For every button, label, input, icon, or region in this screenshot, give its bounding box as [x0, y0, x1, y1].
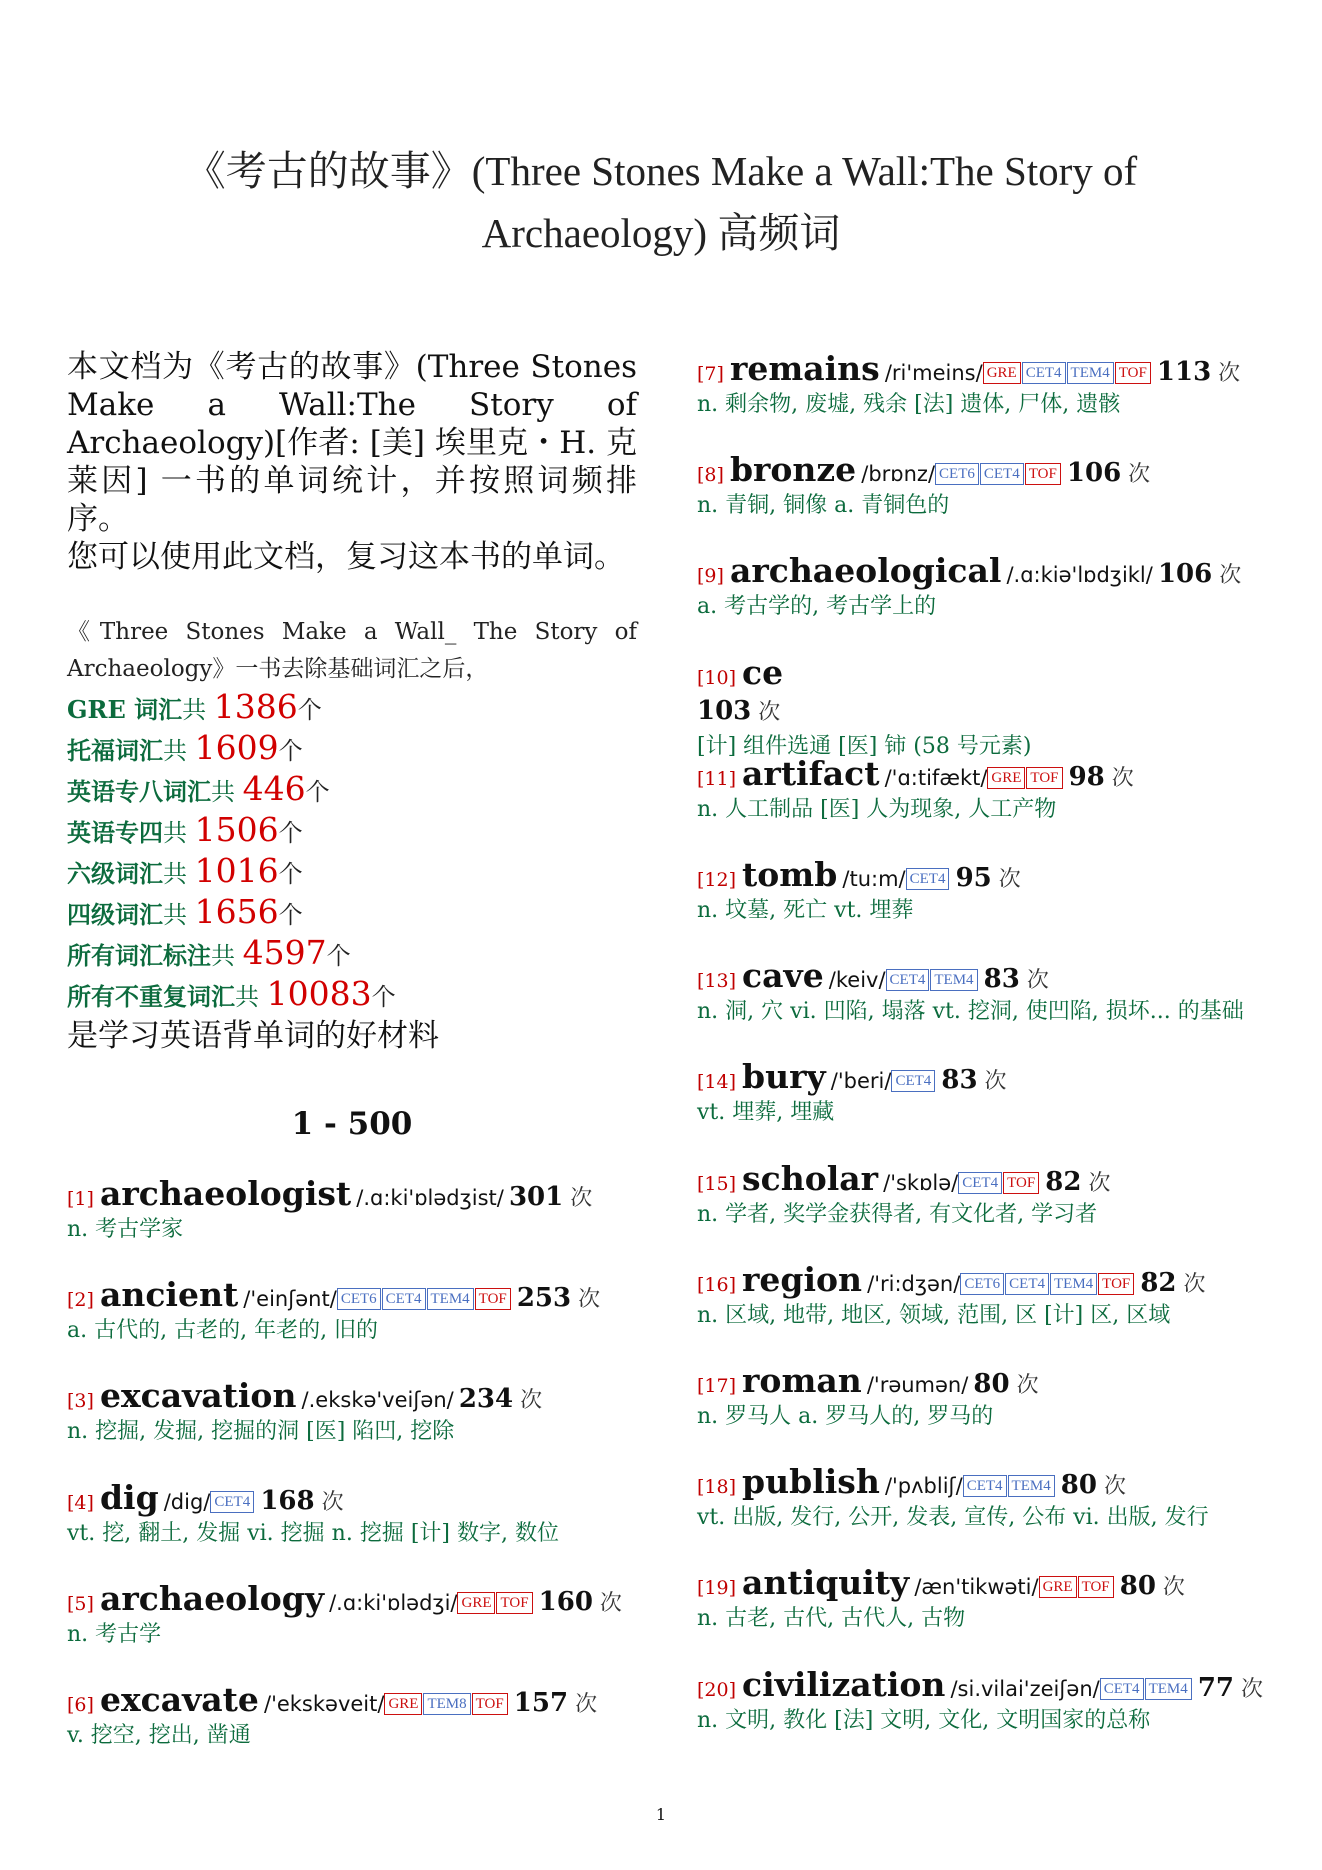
entry-index: [4]	[67, 1491, 100, 1514]
entry-index: [20]	[697, 1678, 743, 1701]
exam-tag-cet4: CET4	[906, 868, 950, 890]
entry-head	[697, 856, 1021, 894]
entry-count-unit: 次	[977, 1069, 1007, 1095]
entry-count: 113	[1156, 357, 1212, 387]
entry-word: civilization	[742, 1664, 946, 1704]
entry-definition: n. 剩余物, 废墟, 残余 [法] 遗体, 尸体, 遗骸	[697, 392, 1121, 417]
entry-index: [12]	[697, 869, 743, 891]
stat-number: 446	[242, 769, 306, 808]
entry-count-unit: 次	[592, 1590, 622, 1616]
entry-count-unit: 次	[1019, 968, 1049, 994]
entry-index: [11]	[697, 767, 743, 790]
entry-phonetic: /.ɑ:kiə'lɒdʒikl/	[1006, 563, 1153, 588]
word-entry	[697, 1564, 1185, 1636]
entry-definition: n. 坟墓, 死亡 vt. 埋葬	[697, 898, 914, 923]
word-entry	[697, 654, 1031, 764]
entry-head	[67, 1175, 592, 1213]
entry-head	[697, 451, 1150, 489]
stat-label: GRE 词汇	[67, 695, 183, 724]
exam-tag-tof: TOF	[1026, 767, 1062, 789]
stat-mid: 共	[182, 696, 214, 724]
stat-line	[67, 811, 637, 852]
stat-number: 1506	[194, 810, 279, 849]
word-entry	[67, 1377, 542, 1449]
stat-unit: 个	[326, 942, 351, 970]
entry-head	[67, 1276, 600, 1314]
title-line-2: Archaeology) 高频词	[481, 210, 841, 256]
entry-index: [6]	[67, 1694, 100, 1716]
entry-count-unit: 次	[1234, 1676, 1264, 1702]
stat-mid: 共	[163, 819, 195, 847]
entry-count-line	[697, 692, 1031, 730]
entry-head	[697, 1261, 1206, 1299]
entry-count-unit: 次	[571, 1287, 601, 1313]
stat-number: 1386	[213, 687, 298, 726]
exam-tag-tof: TOF	[475, 1288, 511, 1310]
document-title	[100, 140, 1222, 264]
stat-line	[67, 770, 637, 811]
entry-index: [5]	[67, 1592, 100, 1615]
word-entry	[697, 1362, 1039, 1434]
stat-unit: 个	[297, 696, 322, 724]
exam-tag-tem4: TEM4	[1050, 1273, 1097, 1295]
exam-tag-cet4: CET4	[980, 463, 1024, 485]
entry-index: [14]	[697, 1071, 743, 1094]
entry-definition: vt. 埋葬, 埋藏	[697, 1100, 835, 1126]
stat-label: 英语专四	[67, 818, 163, 847]
exam-tag-tem8: TEM8	[423, 1693, 470, 1715]
entry-count-unit: 次	[991, 867, 1021, 892]
entry-definition: n. 洞, 穴 vi. 凹陷, 塌落 vt. 挖洞, 使凹陷, 损坏... 的基础	[697, 999, 1244, 1025]
word-entry	[697, 1666, 1263, 1738]
entry-definition: vt. 挖, 翻土, 发掘 vi. 挖掘 n. 挖掘 [计] 数字, 数位	[67, 1520, 559, 1546]
entry-phonetic: /dig/	[163, 1489, 211, 1514]
entry-phonetic: /'einʃənt/	[243, 1287, 337, 1312]
exam-tag-tof: TOF	[1078, 1576, 1114, 1598]
exam-tag-gre: GRE	[983, 362, 1021, 384]
exam-tag-tem4: TEM4	[930, 969, 977, 991]
entry-word: remains	[729, 349, 880, 388]
stat-unit: 个	[278, 860, 303, 888]
entry-phonetic: /tu:m/	[842, 867, 906, 891]
stat-line	[67, 893, 637, 934]
exam-tag-tem4: TEM4	[427, 1288, 474, 1310]
stat-label: 四级词汇	[67, 900, 163, 929]
stat-number: 4597	[242, 933, 327, 972]
entry-index: [17]	[697, 1375, 743, 1397]
entry-word: excavate	[99, 1680, 259, 1719]
word-entry	[67, 1175, 592, 1247]
entry-count: 234	[458, 1384, 514, 1415]
exam-tag-tem4: TEM4	[1145, 1678, 1192, 1700]
entry-word: roman	[742, 1361, 862, 1400]
entry-index: [10]	[697, 666, 743, 689]
entry-index: [19]	[697, 1577, 743, 1600]
entry-count-unit: 次	[568, 1692, 598, 1717]
entry-count: 77	[1197, 1672, 1235, 1703]
entry-count-unit: 次	[1176, 1271, 1206, 1297]
entry-definition: n. 人工制品 [医] 人为现象, 人工产物	[697, 796, 1057, 822]
entry-word: bury	[742, 1057, 826, 1097]
exam-tag-tof: TOF	[472, 1693, 508, 1715]
entry-phonetic: /'skɒlə/	[883, 1170, 959, 1195]
vocabulary-stats	[67, 614, 637, 1056]
entry-word: dig	[99, 1477, 159, 1517]
stats-lines	[67, 688, 637, 1016]
entry-count: 80	[1119, 1571, 1156, 1602]
entry-index: [1]	[67, 1188, 100, 1210]
entry-count-unit: 次	[513, 1388, 543, 1414]
entry-count-unit: 次	[1155, 1575, 1185, 1601]
entry-word: ancient	[99, 1275, 239, 1315]
stat-mid: 共	[211, 778, 243, 806]
entry-definition: a. 古代的, 古老的, 年老的, 旧的	[67, 1318, 379, 1344]
entry-count-unit: 次	[751, 699, 781, 725]
entry-index: [3]	[67, 1390, 100, 1413]
exam-tag-cet4: CET4	[1022, 362, 1066, 384]
entry-word: archaeologist	[99, 1174, 352, 1213]
stat-line	[67, 688, 637, 729]
word-entry	[67, 1276, 600, 1348]
entry-index: [9]	[697, 565, 730, 588]
exam-tag-gre: GRE	[987, 767, 1025, 789]
entry-count-unit: 次	[563, 1186, 593, 1211]
entry-word: archaeological	[729, 551, 1002, 591]
exam-tag-cet6: CET6	[935, 463, 979, 485]
entry-phonetic: /'ɑ:tifækt/	[884, 765, 988, 790]
entry-count-unit: 次	[314, 1489, 344, 1515]
entry-word: tomb	[742, 855, 838, 894]
entry-index: [16]	[697, 1273, 743, 1296]
stat-label: 托福词汇	[67, 736, 163, 765]
stat-mid: 共	[163, 860, 195, 888]
word-entry	[697, 755, 1134, 827]
entry-index: [2]	[67, 1289, 100, 1312]
exam-tag-cet4: CET4	[958, 1172, 1002, 1194]
exam-tag-cet4: CET4	[891, 1070, 935, 1092]
stat-mid: 共	[235, 983, 267, 1011]
entry-count-unit: 次	[1212, 563, 1242, 589]
entry-definition: n. 古老, 古代, 古代人, 古物	[697, 1606, 966, 1632]
entry-phonetic: /æn'tikwəti/	[914, 1575, 1039, 1600]
stat-unit: 个	[305, 778, 330, 806]
entry-word: region	[742, 1259, 863, 1299]
entry-head	[67, 1681, 597, 1719]
exam-tag-cet4: CET4	[886, 969, 930, 991]
word-entry	[697, 856, 1021, 928]
entry-head	[697, 552, 1241, 590]
stat-unit: 个	[278, 737, 303, 765]
exam-tag-tof: TOF	[1025, 463, 1061, 485]
entry-head	[697, 1058, 1007, 1096]
exam-tag-gre: GRE	[457, 1592, 495, 1614]
stat-label: 所有词汇标注	[67, 941, 211, 970]
entry-count: 106	[1066, 458, 1122, 489]
entry-count-unit: 次	[1009, 1373, 1039, 1398]
exam-tag-tem4: TEM4	[1008, 1475, 1055, 1497]
entry-phonetic: /'pʌbliʃ/	[884, 1474, 963, 1499]
entry-word: ce	[742, 652, 784, 692]
word-entry	[697, 552, 1241, 624]
stat-number: 1609	[194, 728, 279, 767]
page-number: 1	[655, 1805, 667, 1824]
entry-definition: n. 区域, 地带, 地区, 领域, 范围, 区 [计] 区, 区域	[697, 1302, 1171, 1328]
entry-count: 106	[1157, 559, 1213, 590]
entry-count: 83	[941, 1065, 978, 1096]
entry-count-unit: 次	[1096, 1474, 1126, 1500]
intro-paragraph	[67, 348, 637, 576]
stat-mid: 共	[163, 737, 195, 765]
entry-count: 82	[1140, 1267, 1177, 1298]
entry-index: [15]	[697, 1172, 743, 1195]
entry-count: 80	[1060, 1470, 1097, 1501]
entry-phonetic: /'beri/	[830, 1069, 892, 1094]
entry-head	[697, 1160, 1110, 1198]
entry-phonetic: /ri'meins/	[884, 361, 983, 385]
entry-head	[697, 350, 1240, 388]
entry-head	[697, 1666, 1263, 1704]
stat-number: 10083	[266, 974, 372, 1013]
entry-definition: vt. 出版, 发行, 公开, 发表, 宣传, 公布 vi. 出版, 发行	[697, 1505, 1209, 1531]
entry-phonetic: /si.vilai'zeiʃən/	[950, 1676, 1100, 1701]
entry-count: 253	[516, 1283, 572, 1314]
stat-unit: 个	[278, 819, 303, 847]
entry-word: bronze	[729, 450, 857, 490]
entry-count-unit: 次	[1211, 361, 1241, 386]
entry-index: [18]	[697, 1476, 743, 1499]
entry-count: 168	[260, 1485, 315, 1516]
entry-definition: n. 考古学家	[67, 1217, 184, 1242]
stat-label: 所有不重复词汇	[67, 982, 235, 1011]
entry-count-unit: 次	[1081, 1170, 1111, 1196]
entry-count: 95	[955, 863, 992, 893]
word-entry	[67, 1580, 622, 1652]
entry-word: publish	[742, 1462, 880, 1502]
entry-count: 160	[538, 1586, 593, 1617]
entry-phonetic: /.ekskə'veiʃən/	[301, 1388, 454, 1413]
entry-head	[67, 1479, 559, 1517]
stat-line	[67, 975, 637, 1016]
entry-phonetic: /'ri:dʒən/	[867, 1271, 961, 1296]
entry-word: excavation	[99, 1376, 297, 1416]
stat-label: 英语专八词汇	[67, 777, 211, 806]
intro-p2: 您可以使用此文档，复习这本书的单词。	[67, 539, 625, 575]
word-entry	[697, 1058, 1007, 1130]
entry-word: antiquity	[742, 1563, 910, 1603]
word-entry	[697, 451, 1150, 523]
exam-tag-tof: TOF	[496, 1592, 532, 1614]
entry-definition: [计] 组件选通 [医] 铈 (58 号元素)	[697, 733, 1032, 759]
entry-word: scholar	[742, 1158, 879, 1198]
entry-head	[67, 1580, 622, 1618]
stat-line	[67, 934, 637, 975]
entry-definition: n. 挖掘, 发掘, 挖掘的洞 [医] 陷凹, 挖除	[67, 1419, 455, 1445]
entry-head	[697, 1463, 1209, 1501]
stat-line	[67, 729, 637, 770]
exam-tag-tof: TOF	[1098, 1273, 1134, 1295]
exam-tag-cet4: CET4	[382, 1288, 426, 1310]
entry-count: 98	[1068, 761, 1105, 792]
entry-count: 301	[508, 1182, 564, 1212]
entry-phonetic: /.ɑ:ki'ɒlədʒi/	[329, 1590, 458, 1615]
exam-tag-cet6: CET6	[960, 1273, 1004, 1295]
range-heading: 1 - 500	[291, 1106, 413, 1142]
entry-definition: n. 考古学	[67, 1621, 162, 1647]
exam-tag-cet4: CET4	[1005, 1273, 1049, 1295]
entry-definition: n. 青铜, 铜像 a. 青铜色的	[697, 493, 950, 519]
exam-tag-tof: TOF	[1003, 1172, 1039, 1194]
entry-definition: n. 文明, 教化 [法] 文明, 文化, 文明国家的总称	[697, 1707, 1151, 1733]
stat-mid: 共	[163, 901, 195, 929]
exam-tag-cet4: CET4	[963, 1475, 1007, 1497]
entry-head	[67, 1377, 542, 1415]
entry-head	[697, 1362, 1039, 1400]
stats-tail: 是学习英语背单词的好材料	[67, 1018, 439, 1054]
entry-phonetic: /brɒnz/	[861, 462, 936, 487]
entry-phonetic: /'rəumən/	[866, 1373, 969, 1397]
entry-count: 103	[697, 695, 752, 726]
entry-head	[697, 957, 1244, 995]
word-entry	[697, 957, 1244, 1029]
entry-count: 157	[513, 1688, 569, 1718]
entry-definition: v. 挖空, 挖出, 凿通	[67, 1723, 251, 1748]
entry-head	[697, 654, 1031, 692]
exam-tag-cet4: CET4	[1100, 1678, 1144, 1700]
entry-count-unit: 次	[1104, 765, 1134, 791]
entry-word: cave	[742, 956, 824, 996]
entry-head	[697, 1564, 1185, 1602]
entry-index: [13]	[697, 970, 743, 993]
exam-tag-gre: GRE	[1039, 1576, 1077, 1598]
stat-unit: 个	[278, 901, 303, 929]
stat-unit: 个	[371, 983, 396, 1011]
entry-count-unit: 次	[1121, 462, 1151, 488]
entry-word: artifact	[742, 753, 880, 793]
stat-number: 1016	[194, 851, 279, 890]
entry-phonetic: /'ekskəveit/	[264, 1692, 385, 1716]
entry-count: 83	[983, 964, 1020, 995]
word-entry	[697, 1160, 1110, 1232]
stat-label: 六级词汇	[67, 859, 163, 888]
word-entry	[67, 1681, 597, 1753]
intro-p1: 本文档为《考古的故事》(Three Stones Make a Wall:The Story of Archaeology)[作者: [美] 埃里克・H. 克莱因] 一书的单词统计，并按照词频排序。	[67, 349, 637, 537]
entry-definition: n. 学者, 奖学金获得者, 有文化者, 学习者	[697, 1201, 1098, 1227]
exam-tag-tem4: TEM4	[1067, 362, 1114, 384]
stat-number: 1656	[194, 892, 279, 931]
stat-line	[67, 852, 637, 893]
word-entry	[697, 1261, 1206, 1333]
entry-definition: a. 考古学的, 考古学上的	[697, 594, 937, 620]
exam-tag-gre: GRE	[384, 1693, 422, 1715]
entry-count: 82	[1045, 1166, 1082, 1197]
entry-word: archaeology	[99, 1578, 324, 1618]
word-entry	[67, 1479, 559, 1551]
entry-phonetic: /.ɑ:ki'ɒlədʒist/	[356, 1186, 504, 1210]
entry-definition: n. 罗马人 a. 罗马人的, 罗马的	[697, 1404, 994, 1429]
title-line-1: 《考古的故事》(Three Stones Make a Wall:The Story of	[184, 148, 1138, 194]
entry-count: 80	[973, 1369, 1010, 1399]
word-entry	[697, 350, 1240, 422]
exam-tag-cet4: CET4	[210, 1491, 254, 1513]
entry-phonetic: /keiv/	[828, 968, 886, 993]
stat-mid: 共	[211, 942, 243, 970]
exam-tag-tof: TOF	[1115, 362, 1151, 384]
entry-index: [8]	[697, 464, 730, 487]
stats-description: 《Three Stones Make a Wall_ The Story of Archaeology》一书去除基础词汇之后，	[67, 619, 637, 682]
entry-head	[697, 755, 1134, 793]
exam-tag-cet6: CET6	[337, 1288, 381, 1310]
word-entry	[697, 1463, 1209, 1535]
entry-index: [7]	[697, 363, 730, 385]
